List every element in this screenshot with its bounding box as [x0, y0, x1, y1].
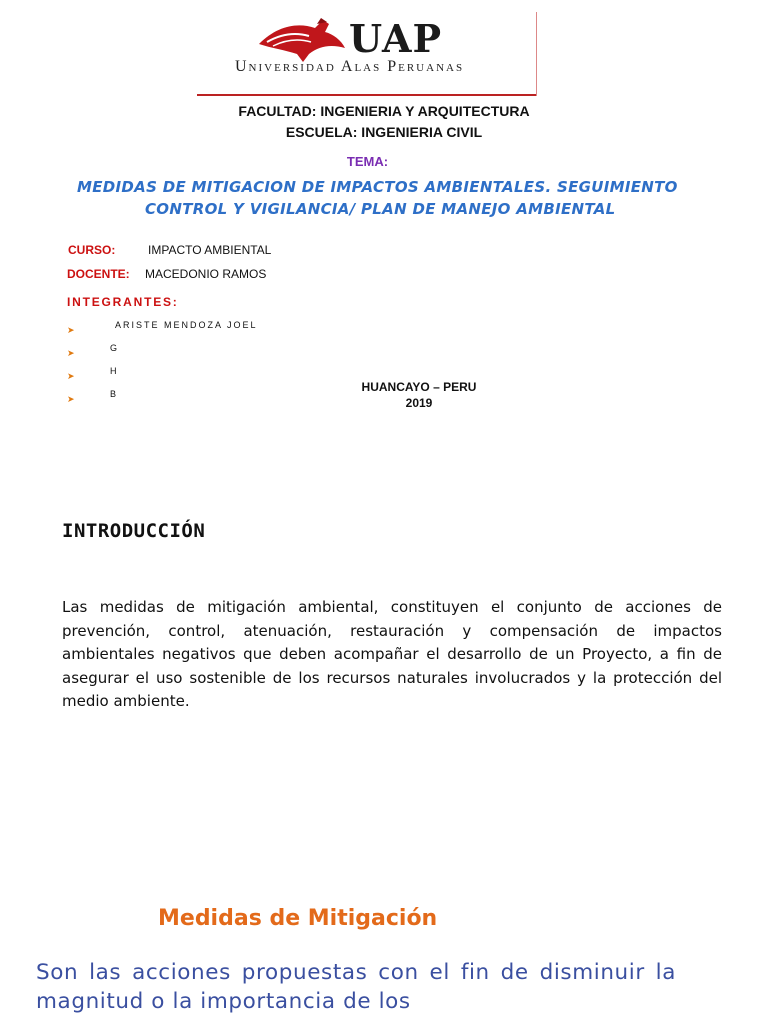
members-label: INTEGRANTES:	[67, 295, 179, 309]
teacher-label: DOCENTE:	[67, 267, 130, 281]
member-name: ARISTE MENDOZA JOEL	[115, 320, 258, 330]
topic-label: TEMA:	[346, 154, 389, 169]
university-logo	[197, 12, 537, 98]
topic-title-line-1: MEDIDAS DE MITIGACION DE IMPACTOS AMBIENTALES. SEGUIMIENTO	[77, 178, 678, 196]
bullet-arrow-icon: ➤	[67, 371, 75, 381]
course-label: CURSO:	[68, 243, 116, 257]
list-item	[67, 343, 120, 361]
bullet-arrow-icon: ➤	[67, 394, 75, 404]
university-name: Universidad Alas Peruanas	[235, 58, 465, 75]
introduction-heading: INTRODUCCIÓN	[62, 520, 206, 542]
logo-underline	[197, 94, 537, 96]
member-name: G	[110, 343, 120, 353]
course-value: IMPACTO AMBIENTAL	[148, 243, 272, 257]
list-item	[67, 389, 119, 407]
faculty-line: FACULTAD: INGENIERIA Y ARQUITECTURA	[238, 103, 530, 119]
bullet-arrow-icon: ➤	[67, 325, 75, 335]
bullet-arrow-icon: ➤	[67, 348, 75, 358]
introduction-paragraph: Las medidas de mitigación ambiental, constituyen el conjunto de acciones de prevención, control, atenuación, restauración y compensación de impactos ambientales negativos que deben acompañar el desarrollo de un Proyecto, a fin de asegurar el uso sostenible de los recursos naturales involucrados y la protección del medio ambiente.	[62, 598, 722, 710]
list-item	[67, 366, 119, 384]
logo-frame-edge	[536, 12, 537, 96]
year-line: 2019	[405, 396, 433, 410]
list-item	[67, 320, 258, 338]
school-line: ESCUELA: INGENIERIA CIVIL	[285, 124, 483, 140]
member-name: H	[110, 366, 119, 376]
logo-acronym: UAP	[349, 16, 443, 61]
topic-title-line-2: CONTROL Y VIGILANCIA/ PLAN DE MANEJO AMBIENTAL	[145, 200, 616, 218]
teacher-value: MACEDONIO RAMOS	[145, 267, 267, 281]
mitigation-heading: Medidas de Mitigación	[158, 906, 438, 931]
city-line: HUANCAYO – PERU	[361, 380, 477, 394]
condor-emblem-icon	[257, 14, 347, 64]
member-name: B	[110, 389, 119, 399]
mitigation-paragraph: Son las acciones propuestas con el fin de disminuir la magnitud o la importancia de los	[36, 960, 676, 1014]
